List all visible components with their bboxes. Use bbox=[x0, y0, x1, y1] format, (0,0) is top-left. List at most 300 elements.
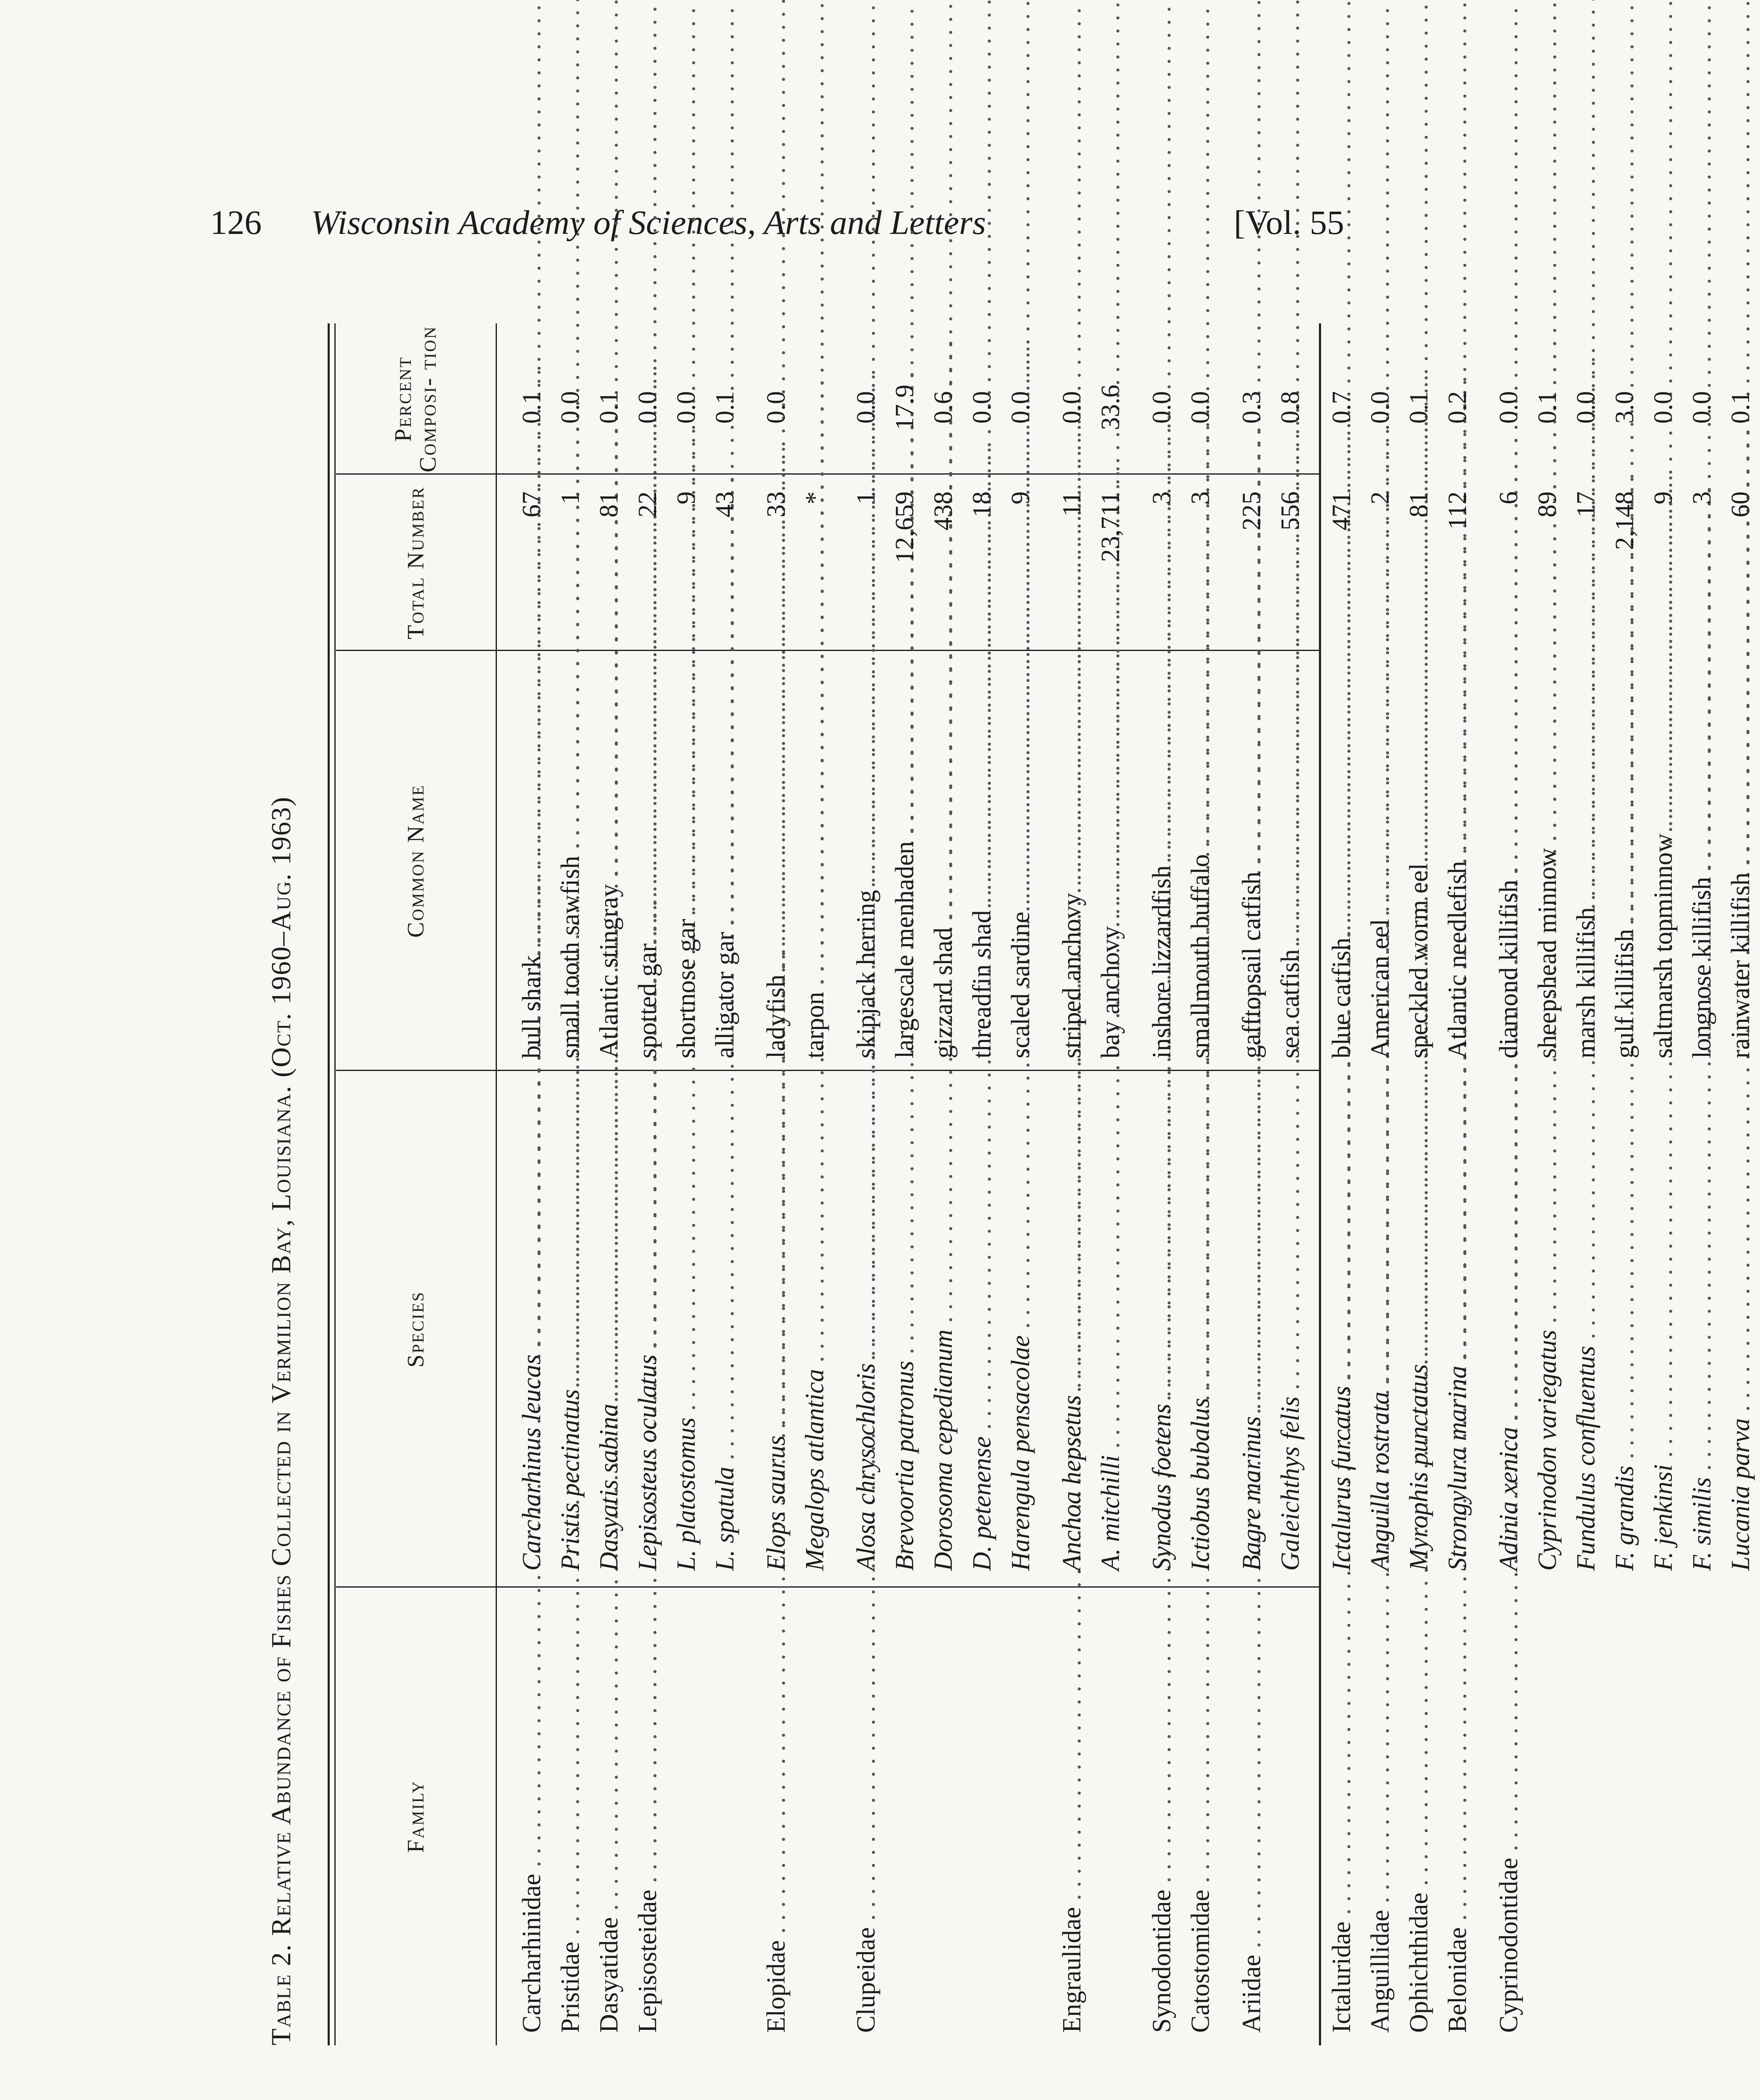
family-cell bbox=[1053, 1613, 1091, 2033]
percent-cell-text: 0.0 bbox=[556, 391, 585, 424]
table-row bbox=[590, 323, 628, 2045]
common-name-cell bbox=[1271, 655, 1310, 1058]
total-number-cell bbox=[590, 491, 628, 651]
percent-cell-text: 0.0 bbox=[762, 391, 791, 424]
total-number-cell bbox=[1271, 491, 1310, 651]
total-number-cell bbox=[551, 491, 590, 651]
table-row bbox=[796, 323, 834, 2045]
total-number-cell bbox=[1438, 491, 1477, 651]
common-name-cell-text: saltmarsh topminnow . . . bbox=[1649, 0, 1678, 1058]
percent-cell-text: 0.7 bbox=[1327, 391, 1356, 424]
table-row bbox=[667, 323, 706, 2045]
percent-cell bbox=[1644, 365, 1683, 449]
family-cell-text: Cyprinodontidae . . . bbox=[1495, 868, 1523, 2033]
total-number-cell-text: 1 bbox=[556, 491, 585, 504]
species-cell-text: Megalops atlantica . . . bbox=[801, 380, 829, 1571]
common-name-cell bbox=[1181, 655, 1220, 1058]
row-spacer bbox=[1220, 323, 1232, 2045]
species-cell bbox=[1232, 1084, 1271, 1571]
common-name-cell bbox=[1721, 655, 1760, 1058]
total-number-cell bbox=[1091, 491, 1130, 651]
total-number-cell-text: 43 bbox=[711, 491, 739, 517]
row-spacer bbox=[834, 323, 847, 2045]
common-name-cell-text: marsh killifish . . . bbox=[1572, 0, 1600, 1058]
common-name-cell-text: shortnose gar . . . bbox=[672, 0, 701, 1058]
percent-cell-text: 0.0 bbox=[1186, 391, 1215, 424]
percent-cell-text: 0.0 bbox=[1148, 391, 1176, 424]
common-name-cell bbox=[963, 655, 1001, 1058]
common-name-cell-text: rainwater killifish . . . bbox=[1726, 0, 1755, 1058]
family-cell bbox=[1721, 1613, 1760, 2033]
species-cell bbox=[1053, 1084, 1091, 1571]
total-number-cell-text: 67 bbox=[517, 491, 546, 517]
percent-cell bbox=[628, 365, 667, 449]
species-cell bbox=[551, 1084, 590, 1571]
common-name-cell bbox=[924, 655, 963, 1058]
family-cell-text: Belonidae . . . bbox=[1443, 938, 1472, 2033]
table-title bbox=[252, 323, 311, 2045]
total-number-cell bbox=[1361, 491, 1400, 651]
family-cell bbox=[1271, 1613, 1310, 2033]
percent-cell bbox=[1361, 365, 1400, 449]
species-cell bbox=[1644, 1084, 1683, 1571]
family-cell-text: Anguillidae . . . bbox=[1366, 920, 1395, 2033]
percent-cell bbox=[757, 365, 796, 449]
table-row bbox=[512, 323, 551, 2045]
percent-cell bbox=[796, 365, 834, 449]
common-name-cell-text: bull shark . . . bbox=[517, 0, 546, 1058]
species-cell bbox=[1528, 1084, 1567, 1571]
species-cell bbox=[1489, 1084, 1528, 1571]
table-row bbox=[885, 323, 924, 2045]
species-cell-text: Elops saurus . . . bbox=[762, 446, 791, 1571]
total-number-cell-text: 12,659 bbox=[891, 491, 919, 563]
species-cell bbox=[1438, 1084, 1477, 1571]
common-name-cell bbox=[1438, 655, 1477, 1058]
table-title-prefix: Table 2. bbox=[266, 1943, 297, 2045]
family-cell-text: Clupeidae . . . bbox=[852, 938, 880, 2033]
species-cell bbox=[1271, 1084, 1310, 1571]
common-name-cell-text: gafftopsail catfish . . . bbox=[1237, 0, 1266, 1058]
percent-cell-text: 0.1 bbox=[1726, 391, 1755, 424]
percent-cell-text: 0.3 bbox=[1237, 391, 1266, 424]
species-cell bbox=[1567, 1084, 1605, 1571]
family-cell bbox=[590, 1613, 628, 2033]
total-number-cell-text: 3 bbox=[1186, 491, 1215, 504]
family-cell-text: Dasyatidae . . . bbox=[595, 928, 623, 2033]
common-name-cell bbox=[512, 655, 551, 1058]
row-spacer bbox=[1477, 323, 1489, 2045]
table-title-dates: (Oct. 1960–Aug. 1963) bbox=[266, 796, 297, 1078]
common-name-cell-text: longnose killifish . . . bbox=[1688, 0, 1716, 1058]
species-cell bbox=[1361, 1084, 1400, 1571]
common-name-cell-text: sea catfish . . . bbox=[1276, 0, 1305, 1058]
common-name-cell-text: sheepshead minnow . . . bbox=[1533, 0, 1562, 1058]
common-name-cell bbox=[1322, 655, 1361, 1058]
total-number-cell bbox=[796, 491, 834, 651]
percent-cell bbox=[885, 365, 924, 449]
common-name-cell-text: blue catfish . . . bbox=[1327, 0, 1356, 1058]
total-number-cell-text: 438 bbox=[929, 491, 958, 530]
common-name-cell-text: spotted gar . . . bbox=[633, 0, 662, 1058]
percent-cell-text: 0.0 bbox=[1366, 391, 1395, 424]
total-number-cell-text: 33 bbox=[762, 491, 791, 517]
percent-cell-text: 0.0 bbox=[1572, 391, 1600, 424]
family-cell bbox=[1489, 1613, 1528, 2033]
total-number-cell-text: 1 bbox=[852, 491, 880, 504]
table-row bbox=[1361, 323, 1400, 2045]
family-cell bbox=[1322, 1613, 1361, 2033]
percent-cell-text: 0.0 bbox=[1058, 391, 1086, 424]
species-cell bbox=[667, 1084, 706, 1571]
species-cell bbox=[1143, 1084, 1181, 1571]
total-number-cell-text: 11 bbox=[1058, 491, 1086, 517]
species-cell bbox=[1181, 1084, 1220, 1571]
percent-cell-text: 0.1 bbox=[595, 391, 623, 424]
table-row bbox=[1438, 323, 1477, 2045]
total-number-cell-text: 471 bbox=[1327, 491, 1356, 530]
family-cell bbox=[796, 1613, 834, 2033]
species-cell-text: Brevoortia patronus . . . bbox=[891, 371, 919, 1571]
species-cell-text: Fundulus confluentus . . . bbox=[1572, 356, 1600, 1571]
total-number-cell bbox=[1322, 491, 1361, 651]
percent-cell bbox=[1567, 365, 1605, 449]
common-name-cell bbox=[1567, 655, 1605, 1058]
family-cell bbox=[667, 1613, 706, 2033]
percent-cell-text: 0.1 bbox=[517, 391, 546, 424]
total-number-cell-text: * bbox=[801, 491, 829, 504]
total-number-cell bbox=[757, 491, 796, 651]
table-row bbox=[551, 323, 590, 2045]
family-cell bbox=[628, 1613, 667, 2033]
species-cell-text: A. mitchilli . . . bbox=[1096, 465, 1125, 1571]
family-cell bbox=[757, 1613, 796, 2033]
percent-cell bbox=[847, 365, 885, 449]
species-cell-text: Lepisosteus oculatus . . . bbox=[633, 365, 662, 1571]
header-rule bbox=[496, 323, 497, 2045]
family-cell bbox=[1605, 1613, 1644, 2033]
percent-cell-text: 0.0 bbox=[852, 391, 880, 424]
table-row bbox=[1271, 323, 1310, 2045]
common-name-cell bbox=[1683, 655, 1721, 1058]
common-name-cell-text: smallmouth buffalo . . . bbox=[1186, 0, 1215, 1058]
common-name-cell bbox=[1001, 655, 1040, 1058]
percent-cell bbox=[512, 365, 551, 449]
percent-cell bbox=[1322, 365, 1361, 449]
total-number-cell-text: 556 bbox=[1276, 491, 1305, 530]
percent-cell bbox=[590, 365, 628, 449]
total-number-cell bbox=[1567, 491, 1605, 651]
percent-cell-text: 0.8 bbox=[1276, 391, 1305, 424]
species-cell-text: F. jenkinsi . . . bbox=[1649, 475, 1678, 1571]
species-cell-text: Cyprinodon variegatus . . . bbox=[1533, 341, 1562, 1571]
species-cell-text: Pristis pectinatus . . . bbox=[556, 400, 585, 1571]
common-name-cell bbox=[1489, 655, 1528, 1058]
species-cell-text: Lucania parva . . . bbox=[1726, 429, 1755, 1571]
page-number: 126 bbox=[210, 203, 262, 242]
total-number-cell-text: 2 bbox=[1366, 491, 1395, 504]
table-row bbox=[924, 323, 963, 2045]
percent-cell-text: 0.1 bbox=[1405, 391, 1433, 424]
family-cell-text: Pristidae . . . bbox=[556, 952, 585, 2033]
abundance-table bbox=[252, 323, 1755, 2045]
percent-cell-text: 0.0 bbox=[1688, 391, 1716, 424]
species-cell bbox=[512, 1084, 551, 1571]
header-common-name: Common Name bbox=[402, 784, 429, 938]
percent-cell-text: 0.6 bbox=[929, 391, 958, 424]
common-name-cell bbox=[1528, 655, 1567, 1058]
percent-cell bbox=[1683, 365, 1721, 449]
total-number-cell bbox=[1232, 491, 1271, 651]
percent-cell bbox=[1181, 365, 1220, 449]
percent-cell-text: 0.1 bbox=[711, 391, 739, 424]
table-row bbox=[847, 323, 885, 2045]
table-row bbox=[1605, 323, 1644, 2045]
table-body bbox=[512, 323, 1760, 2045]
species-cell bbox=[924, 1084, 963, 1571]
common-name-cell bbox=[1091, 655, 1130, 1058]
percent-cell bbox=[706, 365, 744, 449]
percent-cell bbox=[1605, 365, 1644, 449]
total-number-cell-text: 22 bbox=[633, 491, 662, 517]
species-cell-text: L. platostomus . . . bbox=[672, 428, 701, 1571]
family-cell bbox=[847, 1613, 885, 2033]
percent-cell bbox=[963, 365, 1001, 449]
family-cell bbox=[885, 1613, 924, 2033]
species-cell bbox=[590, 1084, 628, 1571]
table-row bbox=[1528, 323, 1567, 2045]
table-row bbox=[1567, 323, 1605, 2045]
total-number-cell-text: 81 bbox=[595, 491, 623, 517]
table-row bbox=[1001, 323, 1040, 2045]
common-name-cell-text: diamond killifish . . . bbox=[1495, 0, 1523, 1058]
family-cell bbox=[512, 1613, 551, 2033]
family-cell bbox=[1181, 1613, 1220, 2033]
species-cell bbox=[796, 1084, 834, 1571]
total-number-cell-text: 89 bbox=[1533, 491, 1562, 517]
common-name-cell-text: largescale menhaden . . . bbox=[891, 0, 919, 1058]
total-number-cell-text: 9 bbox=[672, 491, 701, 504]
table-title-main: Relative Abundance of Fishes Collected in Vermilion Bay, Louisiana. bbox=[266, 1085, 297, 1936]
family-cell bbox=[1528, 1613, 1567, 2033]
species-cell-text: Synodus foetens . . . bbox=[1148, 414, 1176, 1571]
species-cell bbox=[628, 1084, 667, 1571]
table-top-rule-inner bbox=[334, 323, 336, 2045]
percent-cell bbox=[1001, 365, 1040, 449]
common-name-cell bbox=[590, 655, 628, 1058]
percent-cell bbox=[1400, 365, 1438, 449]
common-name-cell-text: gulf killifish . . . bbox=[1610, 0, 1639, 1058]
species-cell bbox=[1091, 1084, 1130, 1571]
percent-cell bbox=[1528, 365, 1567, 449]
common-name-cell bbox=[1400, 655, 1438, 1058]
total-number-cell bbox=[1528, 491, 1567, 651]
species-cell-text: F. similis . . . bbox=[1688, 488, 1716, 1571]
family-cell-text: Ophichthidae . . . bbox=[1405, 903, 1433, 2033]
table-row bbox=[1400, 323, 1438, 2045]
family-cell bbox=[1567, 1613, 1605, 2033]
common-name-cell-text: striped anchovy . . . bbox=[1058, 0, 1086, 1058]
percent-cell bbox=[1271, 365, 1310, 449]
family-cell bbox=[924, 1613, 963, 2033]
common-name-cell bbox=[1605, 655, 1644, 1058]
species-cell bbox=[885, 1084, 924, 1571]
total-number-cell bbox=[847, 491, 885, 651]
table-row bbox=[1053, 323, 1091, 2045]
family-cell-text: Lepisosteidae . . . bbox=[633, 900, 662, 2033]
total-number-cell bbox=[667, 491, 706, 651]
table-row bbox=[1683, 323, 1721, 2045]
common-name-cell-text: Atlantic needlefish . . . bbox=[1443, 0, 1472, 1058]
species-cell-text: Ictiobus bubalus . . . bbox=[1186, 408, 1215, 1571]
percent-cell bbox=[1489, 365, 1528, 449]
total-number-cell-text: 112 bbox=[1443, 491, 1472, 530]
header-total-number: Total Number bbox=[402, 486, 429, 640]
table-row bbox=[757, 323, 796, 2045]
table-header-row bbox=[336, 323, 496, 2045]
common-name-cell-text: gizzard shad . . . bbox=[929, 0, 958, 1058]
species-cell-text: F. grandis . . . bbox=[1610, 476, 1639, 1571]
species-cell bbox=[757, 1084, 796, 1571]
total-number-cell-text: 9 bbox=[1649, 491, 1678, 504]
family-cell bbox=[551, 1613, 590, 2033]
table-row bbox=[706, 323, 744, 2045]
species-cell-text: Bagre marinus . . . bbox=[1237, 427, 1266, 1571]
table-row bbox=[1232, 323, 1271, 2045]
common-name-cell-text: Atlantic stingray . . . bbox=[595, 0, 623, 1058]
table-row bbox=[963, 323, 1001, 2045]
common-name-cell bbox=[885, 655, 924, 1058]
percent-cell-text: 0.0 bbox=[968, 391, 996, 424]
family-cell bbox=[1091, 1613, 1130, 2033]
total-number-cell bbox=[628, 491, 667, 651]
family-cell-text: Catostomidae . . . bbox=[1186, 900, 1215, 2033]
percent-cell-text: 0.2 bbox=[1443, 391, 1472, 424]
header-percent-composition: Percent Composi- tion bbox=[390, 326, 441, 472]
family-cell bbox=[1232, 1613, 1271, 2033]
total-number-cell bbox=[706, 491, 744, 651]
total-number-cell bbox=[512, 491, 551, 651]
common-name-cell-text: speckled worm eel . . . bbox=[1405, 0, 1433, 1058]
family-cell-text: Ictaluridae . . . bbox=[1327, 932, 1356, 2033]
volume-label: [Vol. 55 bbox=[1234, 203, 1344, 242]
family-cell-text: Carcharhinidae . . . bbox=[517, 884, 546, 2033]
percent-cell bbox=[1721, 365, 1760, 449]
species-cell-text: Galeichthys felis . . . bbox=[1276, 407, 1305, 1571]
total-number-cell-text: 3 bbox=[1148, 491, 1176, 504]
table-row bbox=[1181, 323, 1220, 2045]
common-name-cell bbox=[1232, 655, 1271, 1058]
species-cell bbox=[706, 1084, 744, 1571]
total-number-cell-text: 17 bbox=[1572, 491, 1600, 517]
table-row bbox=[1721, 323, 1760, 2045]
family-cell-text: Engraulidae . . . bbox=[1058, 917, 1086, 2033]
common-name-cell bbox=[667, 655, 706, 1058]
total-number-cell bbox=[885, 491, 924, 651]
journal-title: Wisconsin Academy of Sciences, Arts and Letters bbox=[311, 203, 986, 242]
total-number-cell-text: 6 bbox=[1495, 491, 1523, 504]
family-cell-text: Elopidae . . . bbox=[762, 951, 791, 2033]
common-name-cell bbox=[551, 655, 590, 1058]
species-cell bbox=[1721, 1084, 1760, 1571]
species-cell-text: L. spatula . . . bbox=[711, 477, 739, 1571]
common-name-cell-text: small tooth sawfish . . . bbox=[556, 0, 585, 1058]
percent-cell-text: 0.0 bbox=[1495, 391, 1523, 424]
common-name-cell bbox=[1361, 655, 1400, 1058]
common-name-cell bbox=[1644, 655, 1683, 1058]
header-species: Species bbox=[402, 1291, 429, 1368]
common-name-cell bbox=[1143, 655, 1181, 1058]
table-row bbox=[1644, 323, 1683, 2045]
total-number-cell bbox=[1721, 491, 1760, 651]
percent-cell-text: 17.9 bbox=[891, 384, 919, 430]
total-number-cell bbox=[1053, 491, 1091, 651]
total-number-cell bbox=[1181, 491, 1220, 651]
total-number-cell-text: 23,711 bbox=[1096, 491, 1125, 562]
percent-cell-text: 3.0 bbox=[1610, 391, 1639, 424]
table-row bbox=[1143, 323, 1181, 2045]
species-cell-text: Dorosoma cepedianum . . . bbox=[929, 340, 958, 1571]
species-cell-text: Adinia xenica . . . bbox=[1495, 437, 1523, 1571]
total-number-cell-text: 2,148 bbox=[1610, 491, 1639, 550]
species-cell-text: Anguilla rostrata . . . bbox=[1366, 402, 1395, 1571]
common-name-cell-text: inshore lizzardfish . . . bbox=[1148, 0, 1176, 1058]
family-cell bbox=[1361, 1613, 1400, 2033]
family-cell bbox=[1143, 1613, 1181, 2033]
species-cell-text: Carcharhinus leucas . . . bbox=[517, 365, 546, 1571]
family-cell-text: Synodontidae . . . bbox=[1148, 900, 1176, 2033]
percent-cell bbox=[1438, 365, 1477, 449]
common-name-cell bbox=[628, 655, 667, 1058]
table-row bbox=[1091, 323, 1130, 2045]
common-name-cell-text: threadfin shad . . . bbox=[968, 0, 996, 1058]
total-number-cell-text: 18 bbox=[968, 491, 996, 517]
species-cell-text: Alosa chrysochloris . . . bbox=[852, 374, 880, 1571]
common-name-cell bbox=[796, 655, 834, 1058]
table-top-rule bbox=[328, 323, 330, 2045]
species-cell-text: Anchoa hepsetus . . . bbox=[1058, 406, 1086, 1571]
common-name-cell-text: scaled sardine . . . bbox=[1006, 0, 1035, 1058]
percent-cell-text: 0.0 bbox=[1006, 391, 1035, 424]
total-number-cell bbox=[1605, 491, 1644, 651]
total-number-cell-text: 3 bbox=[1688, 491, 1716, 504]
common-name-cell-text: tarpon . . . bbox=[801, 3, 829, 1058]
percent-cell bbox=[667, 365, 706, 449]
species-cell-text: Harengula pensacolae . . . bbox=[1006, 346, 1035, 1571]
species-cell bbox=[1605, 1084, 1644, 1571]
percent-cell bbox=[1091, 365, 1130, 449]
species-cell bbox=[1400, 1084, 1438, 1571]
total-number-cell-text: 225 bbox=[1237, 491, 1266, 530]
total-number-cell-text: 9 bbox=[1006, 491, 1035, 504]
family-cell bbox=[706, 1613, 744, 2033]
family-cell bbox=[1001, 1613, 1040, 2033]
species-cell bbox=[1322, 1084, 1361, 1571]
percent-cell bbox=[1143, 365, 1181, 449]
percent-cell-text: 0.1 bbox=[1533, 391, 1562, 424]
common-name-cell-text: ladyfish . . . bbox=[762, 0, 791, 1058]
species-cell bbox=[1683, 1084, 1721, 1571]
percent-cell bbox=[1053, 365, 1091, 449]
header-family: Family bbox=[402, 1780, 429, 1853]
total-number-cell bbox=[1001, 491, 1040, 651]
percent-cell-text: 33.6 bbox=[1096, 384, 1125, 430]
total-number-cell bbox=[1400, 491, 1438, 651]
percent-cell bbox=[551, 365, 590, 449]
common-name-cell bbox=[706, 655, 744, 1058]
percent-cell bbox=[1232, 365, 1271, 449]
table-bottom-rule bbox=[1319, 323, 1321, 2045]
